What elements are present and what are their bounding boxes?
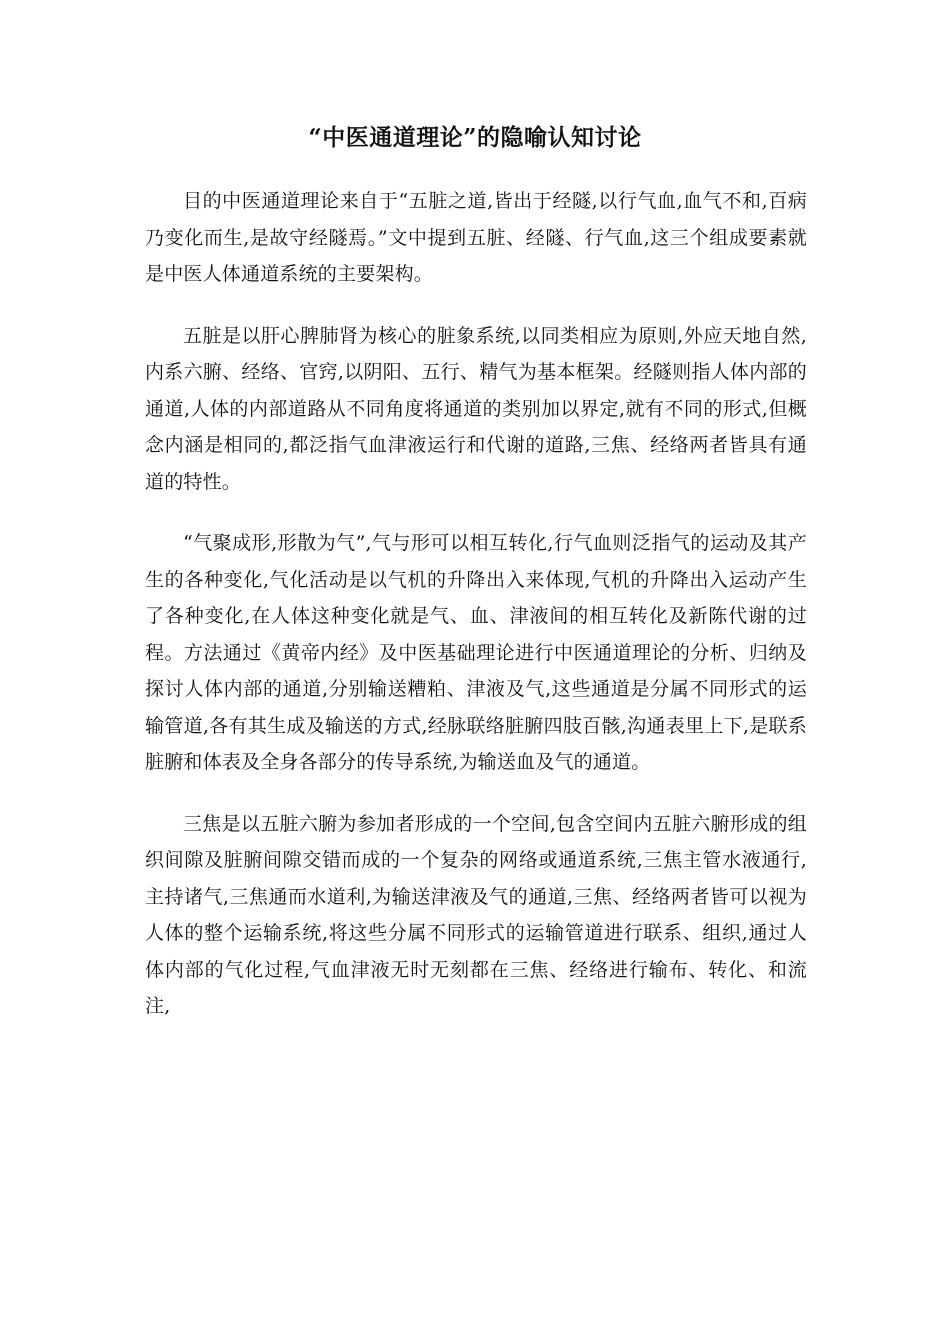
paragraph-1: 目的中医通道理论来自于“五脏之道,皆出于经隧,以行气血,血气不和,百病乃变化而生,是故守经隧焉。”文中提到五脏、经隧、行气血,这三个组成要素就是中医人体通道系统的主要架构。 <box>145 190 807 285</box>
paragraph-2: 五脏是以肝心脾肺肾为核心的脏象系统,以同类相应为原则,外应天地自然,内系六腑、经络、官窍,以阴阳、五行、精气为基本框架。经隧则指人体内部的通道,人体的内部道路从不同角度将通道的类别加以界定,就有不同的形式,但概念内涵是相同的,都泛指气血津液运行和代谢的道路,三焦、经络两者皆具有通道的特性。 <box>145 324 807 493</box>
paragraph-4: 三焦是以五脏六腑为参加者形成的一个空间,包含空间内五脏六腑形成的组织间隙及脏腑间隙交错而成的一个复杂的网络或通道系统,三焦主管水液通行,主持诸气,三焦通而水道利,为输送津液及气的通道,三焦、经络两者皆可以视为人体的整个运输系统,将这些分属不同形式的运输管道进行联系、组织,通过人体内部的气化过程,气血津液无时无刻都在三焦、经络进行输布、转化、和流注, <box>145 812 807 1017</box>
document-body <box>145 183 807 1050</box>
document-title: “中医通道理论”的隐喻认知讨论 <box>308 124 642 151</box>
paragraph-3: “气聚成形,形散为气”,气与形可以相互转化,行气血则泛指气的运动及其产生的各种变化,气化活动是以气机的升降出入来体现,气机的升降出入运动产生了各种变化,在人体这种变化就是气、血、津液间的相互转化及新陈代谢的过程。方法通过《黄帝内经》及中医基础理论进行中医通道理论的分析、归纳及探讨人体内部的通道,分别输送糟粕、津液及气,这些通道是分属不同形式的运输管道,各有其生成及输送的方式,经脉联络脏腑四肢百骸,沟通表里上下,是联系脏腑和体表及全身各部分的传导系统,为输送血及气的通道。 <box>145 532 807 773</box>
